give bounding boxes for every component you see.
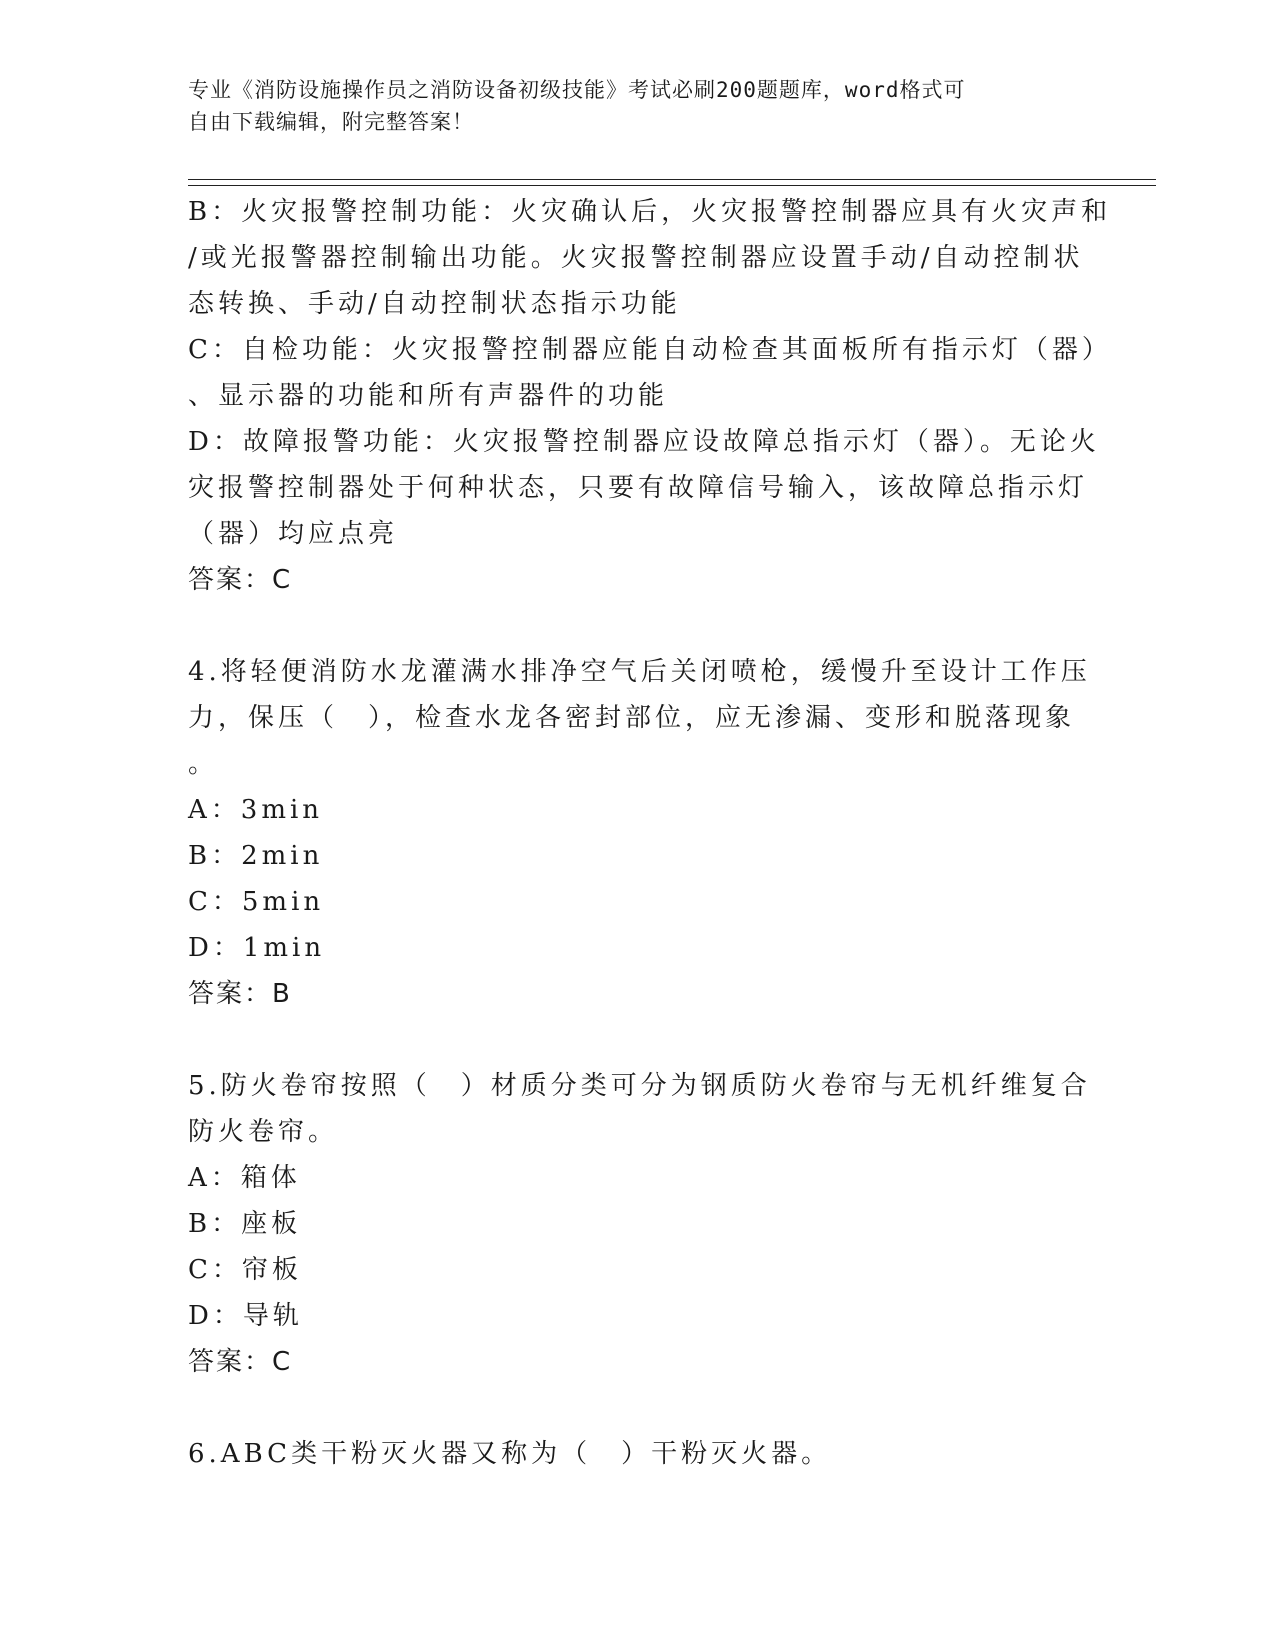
question-4 — [188, 649, 1091, 1017]
question-5 — [188, 1063, 1091, 1385]
question-stem-line: 防火卷帘。 — [188, 1117, 339, 1147]
option-a: A：箱体 — [188, 1163, 301, 1193]
spacer — [188, 1017, 1088, 1063]
answer-label: 答案：B — [188, 979, 292, 1009]
answer-label: 答案：C — [188, 565, 293, 595]
option-b: B：2min — [188, 841, 324, 871]
spacer — [188, 1385, 1088, 1431]
answer-label: 答案：C — [188, 1347, 293, 1377]
question-stem-line: 6.ABC类干粉灭火器又称为（ ）干粉灭火器。 — [188, 1439, 832, 1469]
option-a: A：3min — [188, 795, 324, 825]
question-stem-line: 力，保压（ ），检查水龙各密封部位，应无渗漏、变形和脱落现象 — [188, 703, 1076, 733]
document-header — [188, 74, 1068, 138]
option-b: B：座板 — [188, 1209, 302, 1239]
option-c-line: C：自检功能：火灾报警控制器应能自动检查其面板所有指示灯（器） — [188, 335, 1112, 365]
option-d: D：1min — [188, 933, 326, 963]
option-b-line: /或光报警器控制输出功能。火灾报警控制器应设置手动/自动控制状 — [188, 243, 1084, 273]
question-stem-line: 。 — [188, 749, 219, 779]
header-title-line-2: 自由下载编辑，附完整答案！ — [188, 110, 474, 134]
question-6 — [188, 1431, 1088, 1477]
question-stem-line: 4.将轻便消防水龙灌满水排净空气后关闭喷枪，缓慢升至设计工作压 — [188, 657, 1091, 687]
header-title-line-1: 专业《消防设施操作员之消防设备初级技能》考试必刷200题题库，word格式可 — [188, 78, 966, 102]
question-stem-line: 5.防火卷帘按照（ ）材质分类可分为钢质防火卷帘与无机纤维复合 — [188, 1071, 1091, 1101]
option-c-line: 、显示器的功能和所有声器件的功能 — [188, 381, 669, 411]
option-c: C：帘板 — [188, 1255, 302, 1285]
option-c: C：5min — [188, 887, 325, 917]
option-b-line: B：火灾报警控制功能：火灾确认后，火灾报警控制器应具有火灾声和 — [188, 197, 1112, 227]
option-d-line: 灾报警控制器处于何种状态，只要有故障信号输入，该故障总指示灯 — [188, 473, 1089, 503]
option-d-line: （器）均应点亮 — [188, 519, 399, 549]
spacer — [188, 603, 1088, 649]
question-content — [188, 189, 1112, 1477]
prev-question-options — [188, 189, 1112, 603]
header-divider — [188, 179, 1156, 186]
option-d: D：导轨 — [188, 1301, 303, 1331]
option-d-line: D：故障报警功能：火灾报警控制器应设故障总指示灯（器）。无论火 — [188, 427, 1100, 457]
option-b-line: 态转换、手动/自动控制状态指示功能 — [188, 289, 681, 319]
